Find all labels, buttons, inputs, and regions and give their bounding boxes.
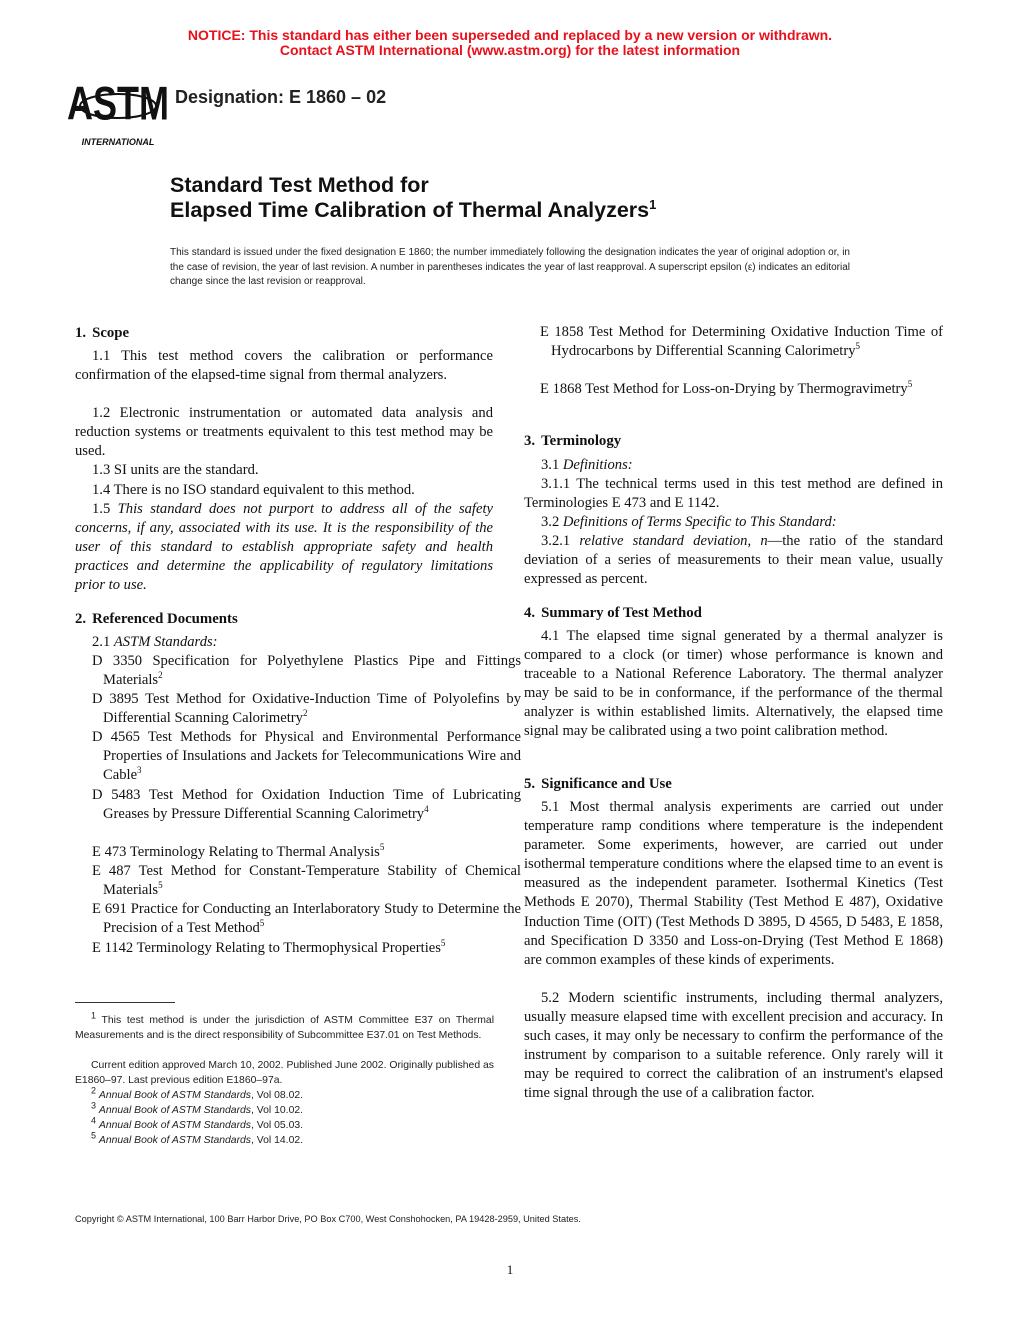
section-4-heading: 4. Summary of Test Method [524, 605, 702, 621]
section-3-heading: 3. Terminology [524, 433, 622, 449]
designation: Designation: E 1860 – 02 [175, 87, 387, 107]
notice-line-2: Contact ASTM International (www.astm.org) for the latest information [279, 42, 741, 58]
para-3-2-1: 3.2.1 relative standard deviation, n—the ratio of the standard deviation of a series of measurements to their mean value, usually expressed as percent. [524, 533, 943, 588]
para-3-1-1: 3.1.1 The technical terms used in this test method are defined in Terminologies E 473 and E 1142. [524, 476, 943, 512]
title-line-2 [170, 198, 656, 223]
section-2-heading: 2. Referenced Documents [75, 611, 238, 627]
para-1-4: 1.4 There is no ISO standard equivalent to this method. [92, 482, 415, 498]
ref-d3895: D 3895 Test Method for Oxidative-Induction Time of Polyolefins by Differential Scanning Calorimetry$^2$ [92, 691, 521, 727]
ref-d4565: D 4565 Test Methods for Physical and Environmental Performance Properties of Insulations and Jackets for Telecommunications Wire and Cable$^3$ [92, 729, 521, 784]
page-number: 1 [506, 1262, 514, 1277]
issuance-note: This standard is issued under the fixed designation E 1860; the number immediately following the designation indicates the year of original adoption or, in the case of revision, the year of last revision. A number in parentheses indicates the year of last reapproval. A superscript epsilon (ε) indicates an editorial change since the last revision or reapproval. [170, 247, 850, 288]
ref-d5483: D 5483 Test Method for Oxidation Induction Time of Lubricating Greases by Pressure Differential Scanning Calorimetry$^4$ [92, 787, 521, 823]
para-1-5: 1.5 This standard does not purport to address all of the safety concerns, if any, associated with its use. It is the responsibility of the user of this standard to establish appropriate safety and health practices and determine the applicability of regulatory limitations prior to use. [75, 501, 493, 594]
ref-e1142: E 1142 Terminology Relating to Thermophysical Properties$^5$ [92, 938, 446, 956]
section-1-heading: 1. Scope [75, 325, 130, 341]
footnote-2: $^2$ Annual Book of ASTM Standards, Vol 08.02. [91, 1085, 304, 1101]
footnote-divider [75, 1002, 175, 1003]
para-5-1: 5.1 Most thermal analysis experiments are carried out under temperature ramp conditions where temperature is the independent parameter. Some experiments, however, are carried out under isothermal temperature conditions where the elapsed time to an event is measured as the independent parameter. Isothermal Kinetics (Test Methods E 2070), Thermal Stability (Test Method E 487), Oxidative Induction Time (OIT) (Test Methods D 3895, D 4565, D 5483, E 1858, and Specification D 3350 and Loss-on-Drying (Test Method E 1868) are common examples of these kinds of experiments. [524, 799, 943, 968]
para-1-1: 1.1 This test method covers the calibration or performance confirmation of the elapsed-time signal from thermal analyzers. [75, 348, 493, 384]
ref-e691: E 691 Practice for Conducting an Interlaboratory Study to Determine the Precision of a Test Method$^5$ [92, 901, 521, 937]
ref-d3350: D 3350 Specification for Polyethylene Plastics Pipe and Fittings Materials$^2$ [92, 653, 521, 689]
para-1-3: 1.3 SI units are the standard. [92, 462, 259, 478]
footnote-1: $^1$ This test method is under the jurisdiction of ASTM Committee E37 on Thermal Measurements and is the direct responsibility of Subcommittee E37.01 on Test Methods. [75, 1010, 494, 1041]
svg-text:INTERNATIONAL: INTERNATIONAL [81, 137, 155, 147]
ref-e473: E 473 Terminology Relating to Thermal Analysis$^5$ [92, 842, 385, 860]
copyright-line: Copyright © ASTM International, 100 Barr Harbor Drive, PO Box C700, West Conshohocken, PA 19428-2959, United States. [75, 1214, 581, 1224]
section-5-heading: 5. Significance and Use [524, 776, 672, 792]
para-3-2: 3.2 Definitions of Terms Specific to This Standard: [541, 514, 837, 530]
ref-e1858: E 1858 Test Method for Determining Oxidative Induction Time of Hydrocarbons by Differential Scanning Calorimetry$^5$ [540, 324, 943, 360]
footnote-3: $^3$ Annual Book of ASTM Standards, Vol 10.02. [91, 1100, 304, 1116]
title-footnote-ref[interactable]: 1 [649, 196, 657, 212]
para-1-2: 1.2 Electronic instrumentation or automated data analysis and reduction systems or treatments equivalent to this test method may be used. [75, 405, 493, 460]
ref-e1868: E 1868 Test Method for Loss-on-Drying by Thermogravimetry$^5$ [540, 379, 913, 397]
para-2-1: 2.1 ASTM Standards: [92, 634, 218, 650]
notice-line-1: NOTICE: This standard has either been superseded and replaced by a new version or withdrawn. [187, 27, 833, 43]
title-line-1: Standard Test Method for [170, 173, 429, 197]
svg-text:ASTM: ASTM [67, 77, 169, 130]
ref-e487: E 487 Test Method for Constant-Temperature Stability of Chemical Materials$^5$ [92, 863, 521, 899]
astm-logo [67, 77, 169, 148]
title-text: Elapsed Time Calibration of Thermal Analyzers [170, 198, 650, 222]
footnote-edition: Current edition approved March 10, 2002. Published June 2002. Originally published as E1860–97. Last previous edition E1860–97a. [75, 1060, 494, 1086]
document-title [170, 173, 656, 223]
para-4-1: 4.1 The elapsed time signal generated by a thermal analyzer is compared to a clock (or timer) whose performance is known and traceable to a National Reference Laboratory. The thermal analyzer may be said to be in conformance, if the performance of the thermal analyzer is within established limits. Alternatively, the elapsed time signal may be calibrated using a two point calibration method. [524, 628, 943, 740]
para-5-2: 5.2 Modern scientific instruments, including thermal analyzers, usually measure elapsed time with excellent precision and accuracy. In such cases, it may only be necessary to confirm the performance of the instrument by comparison to a suitable reference. Only rarely will it may be required to correct the calibration of an instrument's elapsed time signal through the use of a calibration factor. [524, 990, 943, 1102]
footnote-4: $^4$ Annual Book of ASTM Standards, Vol 05.03. [91, 1115, 304, 1131]
footnote-5: $^5$ Annual Book of ASTM Standards, Vol 14.02. [91, 1130, 304, 1146]
para-3-1: 3.1 Definitions: [541, 457, 633, 473]
